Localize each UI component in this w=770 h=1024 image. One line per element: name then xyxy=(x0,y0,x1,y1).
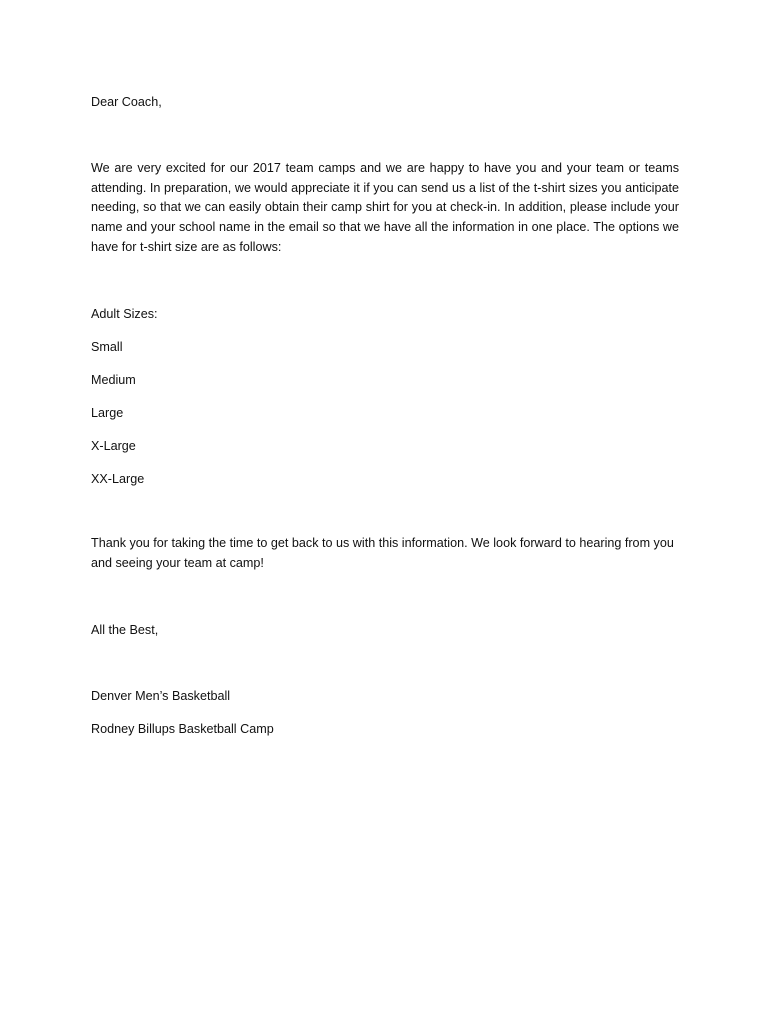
signature-line-2: Rodney Billups Basketball Camp xyxy=(91,722,274,736)
salutation: Dear Coach, xyxy=(91,95,162,109)
size-item-medium: Medium xyxy=(91,373,136,387)
size-item-small: Small xyxy=(91,340,123,354)
thanks-paragraph: Thank you for taking the time to get back to us with this information. We look forward to hearing from you and seeing your team at camp! xyxy=(91,536,674,570)
signature-line-1: Denver Men’s Basketball xyxy=(91,689,231,703)
closing: All the Best, xyxy=(91,623,159,637)
size-item-x-large: X-Large xyxy=(91,439,136,453)
size-item-xx-large: XX-Large xyxy=(91,472,145,486)
sizes-heading: Adult Sizes: xyxy=(91,307,158,321)
size-item-large: Large xyxy=(91,406,124,420)
intro-paragraph: We are very excited for our 2017 team camps and we are happy to have you and your team or teams attending. In preparation, we would appreciate it if you can send us a list of the t-shirt sizes you anticipate needing, so that we can easily obtain their camp shirt for you at check-in. In addition, please include your name and your school name in the email so that we have all the information in one place. The options we have for t-shirt size are as follows: xyxy=(91,161,679,254)
